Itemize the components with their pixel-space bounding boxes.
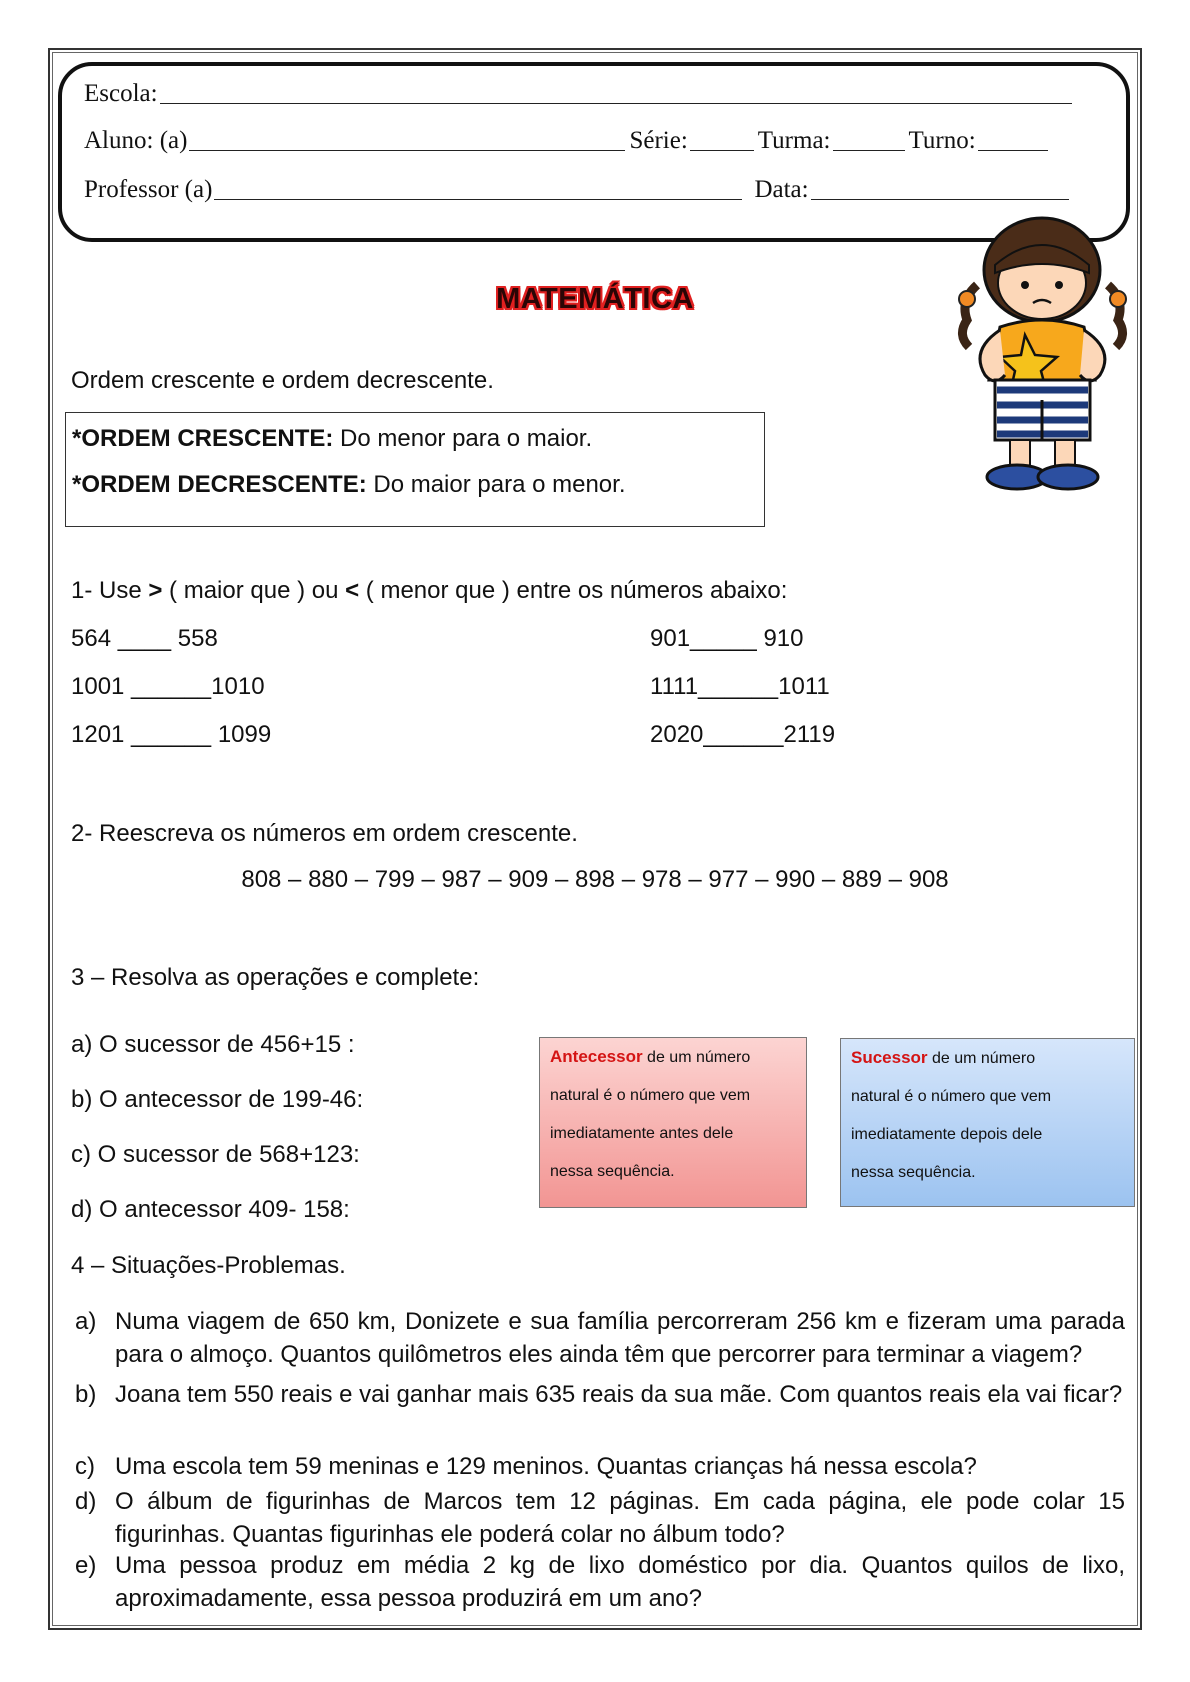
q1-pair[interactable]: 901_____ 910 xyxy=(650,625,804,652)
problem-item xyxy=(75,1549,1125,1615)
school-label: Escola: xyxy=(84,80,158,107)
desc-text: Do maior para o menor. xyxy=(366,471,626,498)
shift-label: Turno: xyxy=(908,127,976,154)
problem-item xyxy=(75,1305,1125,1371)
desc-term: *ORDEM DECRESCENTE: xyxy=(72,471,367,498)
teacher-row xyxy=(84,176,1073,204)
problem-item xyxy=(75,1378,1125,1411)
antecessor-card xyxy=(539,1037,807,1208)
grade-field[interactable] xyxy=(690,128,754,151)
student-field[interactable] xyxy=(189,128,625,151)
problem-label: e) xyxy=(75,1552,97,1579)
card-line: imediatamente depois dele xyxy=(851,1126,1043,1143)
problem-label: b) xyxy=(75,1381,97,1408)
q1-pair[interactable]: 1001 ______1010 xyxy=(71,673,265,700)
definition-box xyxy=(65,412,765,527)
q1-pair[interactable]: 564 ____ 558 xyxy=(71,625,218,652)
q3-item[interactable]: d) O antecessor 409- 158: xyxy=(71,1196,350,1223)
card-line: natural é o número que vem xyxy=(851,1088,1052,1105)
q1-pair[interactable]: 1111______1011 xyxy=(650,673,830,700)
problem-text: Uma escola tem 59 meninas e 129 meninos. Quantas crianças há nessa escola? xyxy=(115,1453,977,1480)
q1-pair[interactable]: 1201 ______ 1099 xyxy=(71,721,272,748)
q2-number-list: 808 – 880 – 799 – 987 – 909 – 898 – 978 – 977 – 990 – 889 – 908 xyxy=(241,866,949,893)
card-line: imediatamente antes dele xyxy=(550,1125,734,1142)
sucessor-term: Sucessor xyxy=(851,1048,928,1067)
asc-term: *ORDEM CRESCENTE: xyxy=(72,425,334,452)
q1-suffix: ( menor que ) entre os números abaixo: xyxy=(359,577,788,604)
date-label: Data: xyxy=(754,176,809,203)
q1-pair[interactable]: 2020______2119 xyxy=(650,721,836,748)
problem-text: Numa viagem de 650 km, Donizete e sua família percorreram 256 km e fizeram uma parada para o almoço. Quantos quilômetros eles ainda têm que percorrer para terminar a viagem? xyxy=(115,1308,1125,1368)
problem-item xyxy=(75,1450,1125,1483)
desc-definition xyxy=(72,471,626,499)
teacher-label: Professor (a) xyxy=(84,176,213,203)
problem-text: O álbum de figurinhas de Marcos tem 12 páginas. Em cada página, ele pode colar 15 figurinhas. Quantas figurinhas ele poderá colar no álbum todo? xyxy=(115,1488,1125,1548)
grade-label: Série: xyxy=(629,127,688,154)
q1-prefix: 1- Use xyxy=(71,577,149,604)
card-line: natural é o número que vem xyxy=(550,1087,751,1104)
card-line: de um número xyxy=(642,1049,751,1066)
q3-item[interactable]: b) O antecessor de 199-46: xyxy=(71,1086,364,1113)
q1-gt-symbol: > xyxy=(148,577,163,604)
date-field[interactable] xyxy=(811,177,1069,200)
asc-text: Do menor para o maior. xyxy=(333,425,593,452)
q3-item[interactable]: c) O sucessor de 568+123: xyxy=(71,1141,360,1168)
student-label: Aluno: (a) xyxy=(84,127,188,154)
class-field[interactable] xyxy=(833,128,905,151)
q1-prompt xyxy=(71,577,787,605)
q4-prompt: 4 – Situações-Problemas. xyxy=(71,1252,346,1279)
problem-text: Joana tem 550 reais e vai ganhar mais 635 reais da sua mãe. Com quantos reais ela vai ficar? xyxy=(115,1381,1123,1408)
q1-lt-symbol: < xyxy=(345,577,360,604)
school-field[interactable] xyxy=(160,81,1072,104)
q2-prompt: 2- Reescreva os números em ordem crescente. xyxy=(71,820,578,847)
intro-text: Ordem crescente e ordem decrescente. xyxy=(71,367,494,394)
q3-prompt: 3 – Resolva as operações e complete: xyxy=(71,964,480,991)
antecessor-term: Antecessor xyxy=(550,1047,643,1066)
card-line: nessa sequência. xyxy=(851,1164,976,1181)
asc-definition xyxy=(72,425,592,453)
school-row xyxy=(84,80,1076,108)
girl-illustration xyxy=(955,215,1130,505)
problem-text: Uma pessoa produz em média 2 kg de lixo doméstico por dia. Quantos quilos de lixo, aproximadamente, essa pessoa produzirá em um ano? xyxy=(115,1552,1125,1612)
page-title: MATEMÁTICA xyxy=(496,283,694,315)
problem-label: c) xyxy=(75,1453,95,1480)
student-row xyxy=(84,127,1052,155)
problem-item xyxy=(75,1485,1125,1551)
teacher-field[interactable] xyxy=(214,177,742,200)
q1-mid: ( maior que ) ou xyxy=(162,577,346,604)
sucessor-card xyxy=(840,1038,1135,1207)
card-line: nessa sequência. xyxy=(550,1163,675,1180)
card-line: de um número xyxy=(927,1050,1036,1067)
shift-field[interactable] xyxy=(978,128,1048,151)
problem-label: a) xyxy=(75,1308,97,1335)
q3-item[interactable]: a) O sucessor de 456+15 : xyxy=(71,1031,355,1058)
problem-label: d) xyxy=(75,1488,97,1515)
class-label: Turma: xyxy=(757,127,831,154)
